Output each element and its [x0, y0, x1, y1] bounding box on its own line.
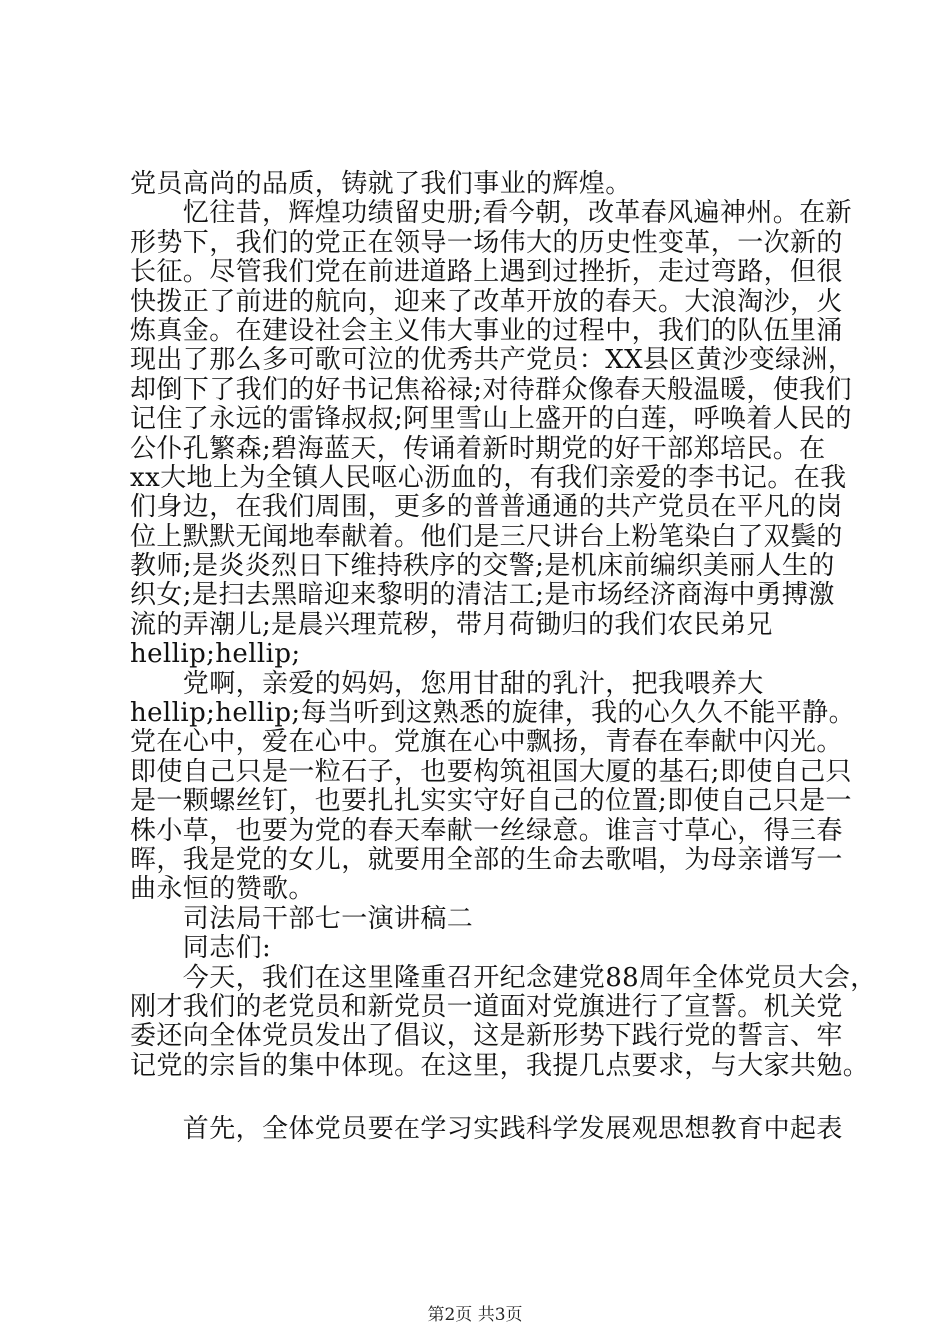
text-line: 织女;是扫去黑暗迎来黎明的清洁工;是市场经济商海中勇搏激 — [130, 580, 835, 611]
text-line: 记党的宗旨的集中体现。在这里，我提几点要求，与大家共勉。 — [130, 1050, 870, 1081]
text-line: 却倒下了我们的好书记焦裕禄;对待群众像春天般温暖，使我们 — [130, 374, 852, 405]
text-line: hellip;hellip;每当听到这熟悉的旋律，我的心久久不能平静。 — [130, 698, 855, 729]
text-line: 曲永恒的赞歌。 — [130, 874, 315, 905]
text-line: 长征。尽管我们党在前进道路上遇到过挫折，走过弯路，但很 — [130, 257, 843, 288]
text-line: 炼真金。在建设社会主义伟大事业的过程中，我们的队伍里涌 — [130, 315, 843, 346]
text-line: 忆往昔，辉煌功绩留史册;看今朝，改革春风遍神州。在新 — [130, 198, 852, 229]
text-line: xx大地上为全镇人民呕心沥血的，有我们亲爱的李书记。在我 — [130, 462, 847, 493]
text-line: 流的弄潮儿;是晨兴理荒秽，带月荷锄归的我们农民弟兄 — [130, 609, 773, 640]
text-line: 委还向全体党员发出了倡议，这是新形势下践行党的誓言、牢 — [130, 1021, 843, 1052]
document-body — [130, 169, 877, 1145]
page-number: 第2页 共3页 — [427, 1305, 523, 1325]
text-line: 刚才我们的老党员和新党员一道面对党旗进行了宣誓。机关党 — [130, 991, 843, 1022]
text-line: 记住了永远的雷锋叔叔;阿里雪山上盛开的白莲，呼唤着人民的 — [130, 404, 852, 435]
text-line: 现出了那么多可歌可泣的优秀共产党员：XX县区黄沙变绿洲， — [130, 345, 855, 376]
text-line: 快拨正了前进的航向，迎来了改革开放的春天。大浪淘沙，火 — [130, 286, 843, 317]
text-line: 是一颗螺丝钉，也要扎扎实实守好自己的位置;即使自己只是一 — [130, 786, 852, 817]
text-line: 公仆孔繁森;碧海蓝天，传诵着新时期党的好干部郑培民。在 — [130, 433, 826, 464]
text-line: 形势下，我们的党正在领导一场伟大的历史性变革，一次新的 — [130, 227, 843, 258]
text-line: 们身边，在我们周围，更多的普普通通的共产党员在平凡的岗 — [130, 492, 843, 523]
section-heading: 司法局干部七一演讲稿二 — [130, 903, 474, 934]
text-line: 今天，我们在这里隆重召开纪念建党88周年全体党员大会， — [130, 962, 877, 993]
text-line: hellip;hellip; — [130, 639, 301, 670]
paragraph-gap — [130, 1081, 830, 1115]
salutation: 同志们: — [130, 933, 272, 964]
text-line: 党在心中，爱在心中。党旗在心中飘扬，青春在奉献中闪光。 — [130, 727, 843, 758]
text-line: 位上默默无闻地奉献着。他们是三尺讲台上粉笔染白了双鬓的 — [130, 521, 843, 552]
text-line: 晖，我是党的女儿，就要用全部的生命去歌唱，为母亲谱写一 — [130, 844, 843, 875]
text-line: 即使自己只是一粒石子，也要构筑祖国大厦的基石;即使自己只 — [130, 756, 852, 787]
text-line: 党啊，亲爱的妈妈，您用甘甜的乳汁，把我喂养大 — [130, 668, 764, 699]
text-line: 首先，全体党员要在学习实践科学发展观思想教育中起表 — [130, 1114, 843, 1145]
text-line: 株小草，也要为党的春天奉献一丝绿意。谁言寸草心，得三春 — [130, 815, 843, 846]
text-line: 党员高尚的品质，铸就了我们事业的辉煌。 — [130, 169, 632, 199]
text-line: 教师;是炎炎烈日下维持秩序的交警;是机床前编织美丽人生的 — [130, 551, 835, 582]
